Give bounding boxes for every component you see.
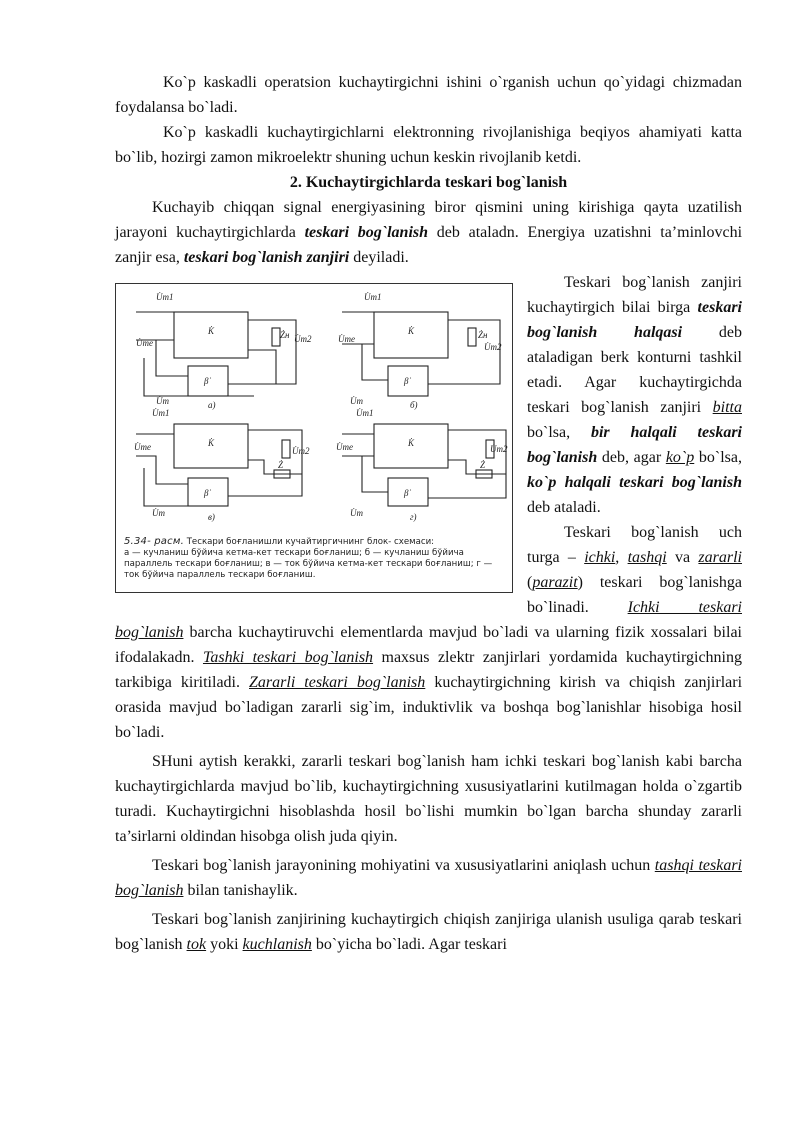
svg-text:K̇: K̇	[408, 326, 415, 336]
svg-text:β̇: β̇	[404, 376, 409, 386]
paragraph-5: Teskari bog`lanish uch turga – ichki, tashqi va zararli (parazit) teskari bog`lanishga bo`linadi. Ichki teskari bog`lanish barcha kuchaytiruvchi elementlarda mavjud bo`ladi va ularning fizik xossalari bilai ifodalakadn. Tashki teskari bog`lanish maxsus zlektr zanjirlari yordamida kuchaytirgichning tarkibiga kiritiladi. Zararli teskari bog`lanish kuchaytirgichning kirish va chiqish zanjirlari orasida mavjud bo`ladigan zararli sig`im, induktivlik va boshqa bog`lanishlar hisobiga hosil bo`ladi.	[115, 524, 743, 741]
svg-text:U̇т: U̇т	[350, 396, 363, 406]
svg-text:U̇m1: U̇m1	[156, 292, 174, 302]
svg-text:г): г)	[410, 512, 417, 522]
document-page	[115, 70, 742, 957]
svg-text:β̇: β̇	[404, 488, 409, 498]
figure-caption	[124, 536, 506, 581]
paragraph-3: Kuchayib chiqqan signal energiyasining biror qismini uning kirishiga qayta uzatilish jarayoni kuchaytirgichlarda teskari bog`lanish deb ataladn. Energiya uzatishni ta’minlovchi zanjir esa, teskari bog`lanish zanjiri deyiladi.	[115, 199, 743, 266]
figure-caption-body: а — кучланиш бўйича кетма-кет тескари боғланиш; б — кучланиш бўйича параллель тескари боғланиш; в — ток бўйича кетма-кет тескари боғланиш; г — ток бўйича параллель тескари боғланиш.	[124, 548, 493, 580]
svg-text:Ż: Ż	[480, 460, 486, 470]
svg-text:U̇т: U̇т	[350, 508, 363, 518]
svg-text:Żн: Żн	[280, 330, 290, 340]
diagram-v	[134, 408, 310, 522]
paragraph-1: Ko`p kaskadli operatsion kuchaytirgichni ishini o`rganish uchun qo`yidagi chizmadan foydalansa bo`ladi.	[115, 74, 742, 116]
beta-label: β̇	[204, 376, 209, 386]
diagram-b	[338, 292, 502, 410]
svg-text:в): в)	[208, 512, 215, 522]
svg-text:U̇m1: U̇m1	[152, 408, 170, 418]
term-teskari-boglanish: teskari bog`lanish	[304, 224, 429, 241]
block-diagram-figure	[115, 283, 513, 593]
svg-text:б): б)	[410, 400, 418, 410]
diagram-g	[336, 408, 508, 522]
section-heading: 2. Kuchaytirgichlarda teskari bog`lanish	[289, 174, 568, 191]
svg-text:U̇m1: U̇m1	[356, 408, 374, 418]
svg-text:U̇m2: U̇m2	[292, 446, 310, 456]
paragraph-6: SHuni aytish kerakki, zararli teskari bog`lanish ham ichki teskari bog`lanish kabi barcha kuchaytirgichlarda mavjud bo`lib, kuchaytirgichning xususiyatlarini kutilmagan holda o`zgartib turadi. Kuchaytirgichni hisoblashda hosil bo`lishi mumkin bo`lgan barcha shunday zararli ta’sirlarni oldindan hisobga olish juda qiyin.	[115, 753, 742, 845]
diagram-a	[136, 292, 312, 410]
svg-text:β̇: β̇	[204, 488, 209, 498]
svg-text:Ż: Ż	[278, 460, 284, 470]
feedback-block-diagrams	[116, 284, 514, 534]
svg-text:U̇m2: U̇m2	[490, 444, 508, 454]
svg-text:U̇m1: U̇m1	[364, 292, 382, 302]
svg-text:U̇m2: U̇m2	[484, 342, 502, 352]
svg-text:U̇m2: U̇m2	[294, 334, 312, 344]
figure-caption-heading: Тескари боғланишли кучайтиргичнинг блок- схемаси:	[186, 537, 435, 547]
svg-text:U̇mе: U̇mе	[338, 334, 355, 344]
svg-text:U̇mе: U̇mе	[136, 338, 153, 348]
svg-text:K̇: K̇	[208, 438, 215, 448]
svg-text:K̇: K̇	[408, 438, 415, 448]
paragraph-4: Teskari bog`lanish zanjiri kuchaytirgich bilai birga teskari bog`lanish halqasi deb ataladigan berk konturni tashkil etadi. Agar kuchaytirgichda teskari bog`lanish zanjiri bitta bo`lsa, bir halqali teskari bog`lanish deb, agar ko`p bo`lsa, ko`p halqali teskari bog`lanish deb ataladi.	[527, 274, 742, 516]
term-teskari-boglanish-zanjiri: teskari bog`lanish zanjiri	[183, 249, 350, 266]
svg-text:U̇mе: U̇mе	[336, 442, 353, 452]
svg-text:U̇т: U̇т	[156, 396, 169, 406]
k-label: K̇	[208, 326, 215, 336]
paragraph-7: Teskari bog`lanish jarayonining mohiyatini va xususiyatlarini aniqlash uchun tashqi teskari bog`lanish bilan tanishaylik.	[115, 857, 742, 899]
svg-text:U̇т: U̇т	[152, 508, 165, 518]
svg-text:U̇mе: U̇mе	[134, 442, 151, 452]
svg-text:Żн: Żн	[478, 330, 488, 340]
paragraph-8: Teskari bog`lanish zanjirining kuchaytirgich chiqish zanjiriga ulanish usuliga qarab teskari bog`lanish tok yoki kuchlanish bo`yicha bo`ladi. Agar teskari	[115, 911, 742, 953]
paragraph-2: Ko`p kaskadli kuchaytirgichlarni elektronning rivojlanishiga beqiyos ahamiyati katta bo`lib, hozirgi zamon mikroelektr shuning uchun keskin rivojlanib ketdi.	[115, 124, 742, 166]
svg-text:a): a)	[208, 400, 216, 410]
figure-caption-title: 5.34- расм.	[124, 536, 184, 547]
